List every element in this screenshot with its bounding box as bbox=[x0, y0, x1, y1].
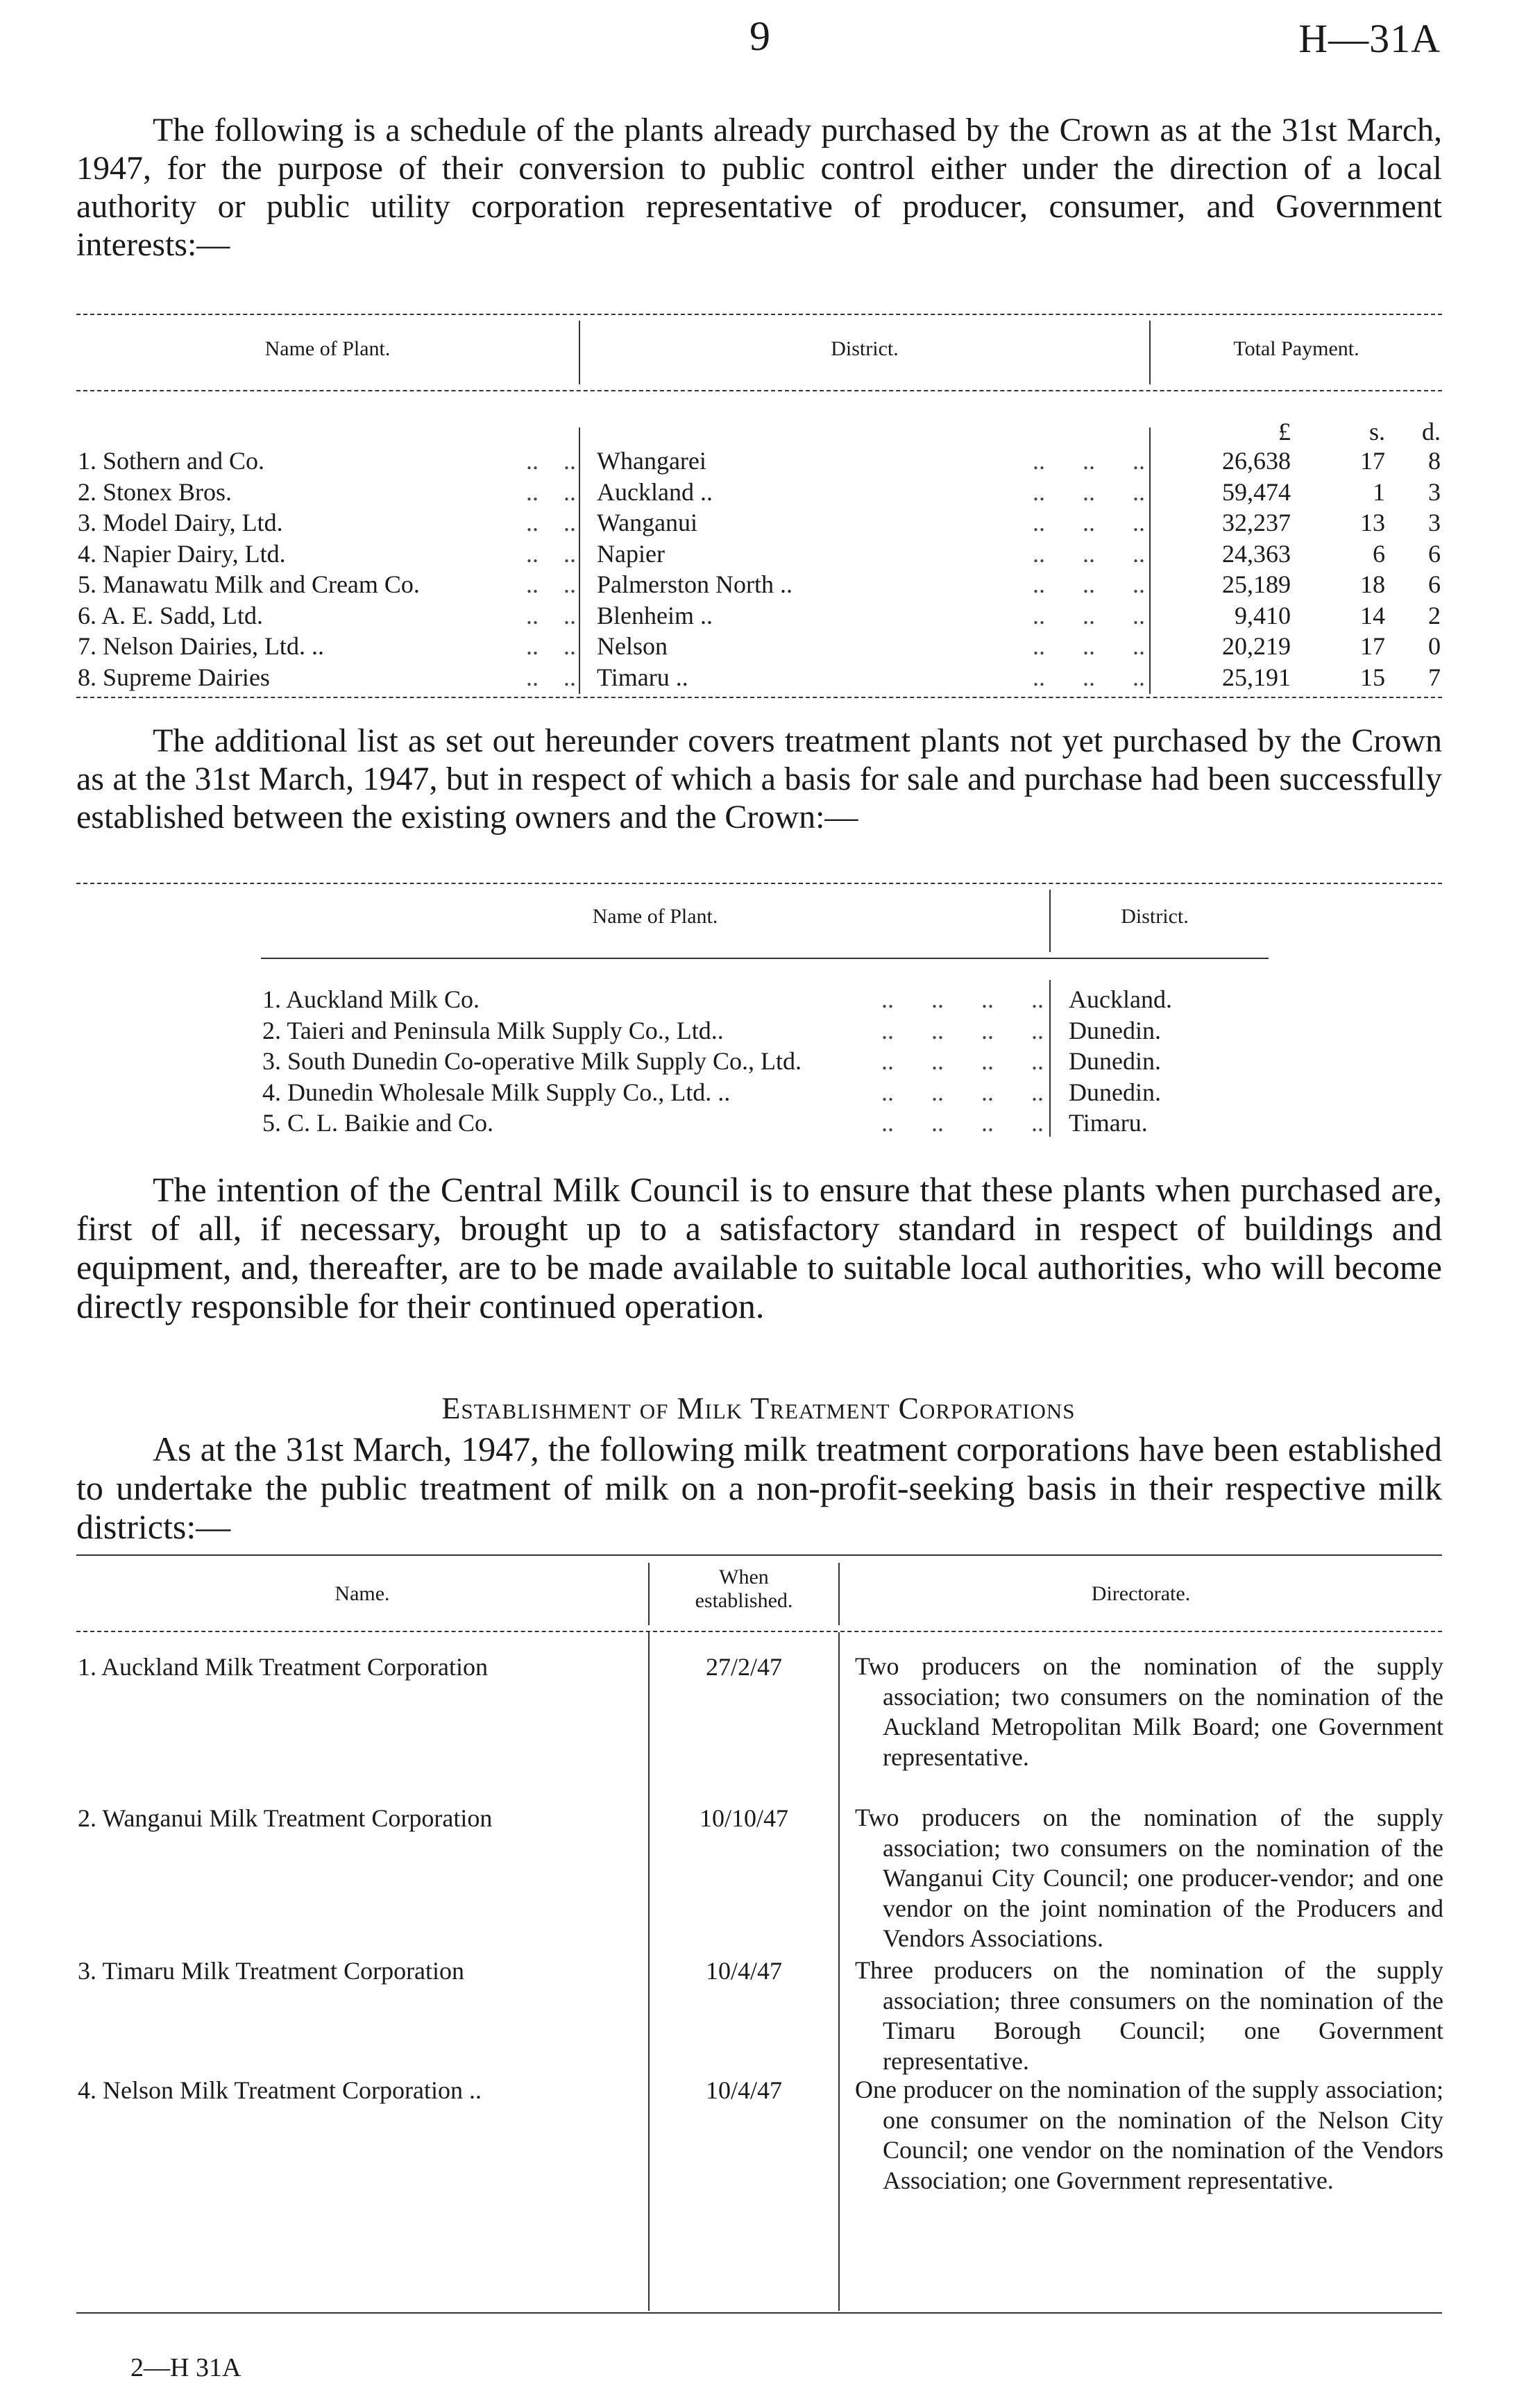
district: Dunedin. bbox=[1069, 1078, 1161, 1106]
plant-name: 1. Auckland Milk Co. bbox=[262, 984, 485, 1015]
header-district: District. bbox=[1121, 905, 1189, 928]
amount-pounds: 25,191 bbox=[1222, 663, 1291, 691]
dot-leader: .. .. .. bbox=[1033, 447, 1145, 475]
column-divider bbox=[1049, 980, 1051, 1137]
amount-shillings: 15 bbox=[1360, 663, 1385, 691]
amount-pence: 6 bbox=[1428, 539, 1441, 568]
plant-name: 1. Sothern and Co. bbox=[78, 446, 270, 476]
amount-pounds: 59,474 bbox=[1222, 477, 1291, 506]
district: Dunedin. bbox=[1069, 1016, 1161, 1044]
district: Auckland. bbox=[1069, 985, 1172, 1013]
plant-name: 2. Taieri and Peninsula Milk Supply Co., Ltd.. bbox=[262, 1015, 729, 1046]
amount-pounds: 24,363 bbox=[1222, 539, 1291, 568]
header-directorate: Directorate. bbox=[1091, 1582, 1191, 1605]
amount-pence: 8 bbox=[1428, 447, 1441, 475]
amount-shillings: 1 bbox=[1373, 477, 1385, 506]
directorate: One producer on the nomination of the supply association; one consumer on the nomination of the Nelson City Council; one vendor on the nomination of the Vendors Association; one Government representative. bbox=[855, 2076, 1443, 2194]
corporation-name: 3. Timaru Milk Treatment Corporation bbox=[78, 1957, 465, 1985]
unit-pence: d. bbox=[1422, 418, 1441, 446]
district: Dunedin. bbox=[1069, 1047, 1161, 1075]
district: Whangarei bbox=[597, 446, 712, 476]
header-bottom-rule bbox=[76, 390, 1442, 391]
plant-name: 6. A. E. Sadd, Ltd. bbox=[78, 600, 269, 631]
corporation-name: 2. Wanganui Milk Treatment Corporation bbox=[78, 1804, 493, 1832]
header-name: Name. bbox=[334, 1582, 390, 1605]
section-heading: Establishment of Milk Treatment Corporations bbox=[441, 1391, 1076, 1425]
plant-name: 3. South Dunedin Co-operative Milk Supply Co., Ltd. bbox=[262, 1046, 807, 1076]
column-divider bbox=[579, 427, 580, 694]
plant-name: 2. Stonex Bros. bbox=[78, 477, 237, 507]
dot-leader: .. .. bbox=[526, 509, 576, 536]
plant-name: 4. Napier Dairy, Ltd. bbox=[78, 539, 291, 569]
amount-shillings: 17 bbox=[1360, 632, 1385, 660]
amount-shillings: 14 bbox=[1360, 601, 1385, 629]
dot-leader: .. .. .. .. bbox=[881, 985, 1044, 1013]
plant-name: 7. Nelson Dairies, Ltd. .. bbox=[78, 631, 330, 661]
dot-leader: .. .. bbox=[526, 539, 576, 568]
header-name-of-plant: Name of Plant. bbox=[592, 905, 718, 928]
amount-pounds: 26,638 bbox=[1222, 447, 1291, 475]
amount-shillings: 17 bbox=[1360, 447, 1385, 475]
corporation-name: 4. Nelson Milk Treatment Corporation .. bbox=[78, 2076, 482, 2104]
date-established: 10/4/47 bbox=[705, 1957, 782, 1985]
header-name-of-plant: Name of Plant. bbox=[264, 337, 391, 360]
dot-leader: .. .. .. .. bbox=[881, 1047, 1044, 1075]
header-bottom-rule bbox=[261, 958, 1269, 959]
amount-shillings: 6 bbox=[1373, 539, 1385, 568]
amount-pounds: 32,237 bbox=[1222, 509, 1291, 536]
plant-name: 5. Manawatu Milk and Cream Co. bbox=[78, 569, 425, 600]
table-bottom-rule bbox=[76, 697, 1442, 698]
amount-pence: 2 bbox=[1428, 601, 1441, 629]
amount-pence: 3 bbox=[1428, 477, 1441, 506]
amount-pence: 0 bbox=[1428, 632, 1441, 660]
dot-leader: .. .. .. bbox=[1033, 570, 1145, 598]
district: Timaru .. bbox=[597, 662, 694, 693]
dot-leader: .. .. bbox=[526, 601, 576, 629]
dot-leader: .. .. .. bbox=[1033, 601, 1145, 629]
header-when-line2: established. bbox=[695, 1589, 793, 1612]
dot-leader: .. .. .. .. bbox=[881, 1109, 1044, 1137]
corporation-name: 1. Auckland Milk Treatment Corporation bbox=[78, 1653, 488, 1681]
table-top-rule bbox=[76, 883, 1442, 884]
unit-pounds: £ bbox=[1278, 418, 1291, 446]
plant-name: 5. C. L. Baikie and Co. bbox=[262, 1108, 499, 1138]
dot-leader: .. .. .. .. bbox=[881, 1016, 1044, 1044]
date-established: 10/10/47 bbox=[699, 1804, 788, 1832]
plant-name: 4. Dunedin Wholesale Milk Supply Co., Ltd. .. bbox=[262, 1077, 736, 1108]
plant-name: 3. Model Dairy, Ltd. bbox=[78, 507, 289, 538]
amount-pence: 6 bbox=[1428, 570, 1441, 598]
header-bottom-rule bbox=[76, 1631, 1442, 1632]
amount-pounds: 9,410 bbox=[1235, 601, 1291, 629]
district: Palmerston North .. bbox=[597, 569, 798, 600]
date-established: 10/4/47 bbox=[705, 2076, 782, 2104]
dot-leader: .. .. .. bbox=[1033, 539, 1145, 568]
district: Napier bbox=[597, 539, 670, 569]
dot-leader: .. .. bbox=[526, 477, 576, 506]
amount-pence: 7 bbox=[1428, 663, 1441, 691]
dot-leader: .. .. bbox=[526, 570, 576, 598]
column-divider bbox=[838, 1632, 840, 2311]
dot-leader: .. .. bbox=[526, 447, 576, 475]
amount-pounds: 25,189 bbox=[1222, 570, 1291, 598]
dot-leader: .. .. .. .. bbox=[881, 1078, 1044, 1106]
corporations-paragraph: As at the 31st March, 1947, the following milk treatment corporations have been established to undertake the public treatment of milk on a non-profit-seeking basis in their respective milk districts:— bbox=[76, 1430, 1442, 1546]
footer-signature: 2—H 31A bbox=[130, 2353, 241, 2382]
amount-pounds: 20,219 bbox=[1222, 632, 1291, 660]
table-top-rule bbox=[76, 314, 1442, 315]
district: Nelson bbox=[597, 631, 673, 661]
unit-shillings: s. bbox=[1368, 418, 1385, 446]
plant-name: 8. Supreme Dairies bbox=[78, 662, 276, 693]
directorate: Three producers on the nomination of the supply association; three consumers on the nomination of the Timaru Borough Council; one Government representative. bbox=[855, 1956, 1443, 2075]
table-top-rule bbox=[76, 1554, 1442, 1556]
amount-shillings: 18 bbox=[1360, 570, 1385, 598]
dot-leader: .. .. .. bbox=[1033, 509, 1145, 536]
dot-leader: .. .. bbox=[526, 632, 576, 660]
district: Blenheim .. bbox=[597, 600, 718, 631]
dot-leader: .. .. .. bbox=[1033, 663, 1145, 691]
intro-paragraph: The following is a schedule of the plants already purchased by the Crown as at the 31st March, 1947, for the purpose of their conversion to public control either under the direction of a local authority or public utility corporation representative of producer, consumer, and Government interests:— bbox=[76, 112, 1442, 263]
district: Auckland .. bbox=[597, 477, 718, 507]
header-when-established bbox=[650, 1566, 838, 1613]
district: Timaru. bbox=[1069, 1109, 1148, 1137]
additional-paragraph: The additional list as set out hereunder covers treatment plants not yet purchased by the Crown as at the 31st March, 1947, but in respect of which a basis for sale and purchase had been successfully established between the existing owners and the Crown:— bbox=[76, 722, 1442, 836]
amount-shillings: 13 bbox=[1360, 509, 1385, 536]
page-number: 9 bbox=[749, 13, 770, 59]
date-established: 27/2/47 bbox=[705, 1653, 782, 1681]
directorate: Two producers on the nomination of the supply association; two consumers on the nomination of the Auckland Metropolitan Milk Board; one Government representative. bbox=[855, 1652, 1443, 1771]
table-bottom-rule bbox=[76, 2312, 1442, 2314]
header-district: District. bbox=[831, 337, 899, 360]
document-code: H—31A bbox=[1298, 16, 1441, 61]
header-total-payment: Total Payment. bbox=[1233, 337, 1359, 360]
dot-leader: .. .. .. bbox=[1033, 632, 1145, 660]
dot-leader: .. .. bbox=[526, 663, 576, 691]
district: Wanganui bbox=[597, 507, 703, 538]
header-when-line1: When bbox=[719, 1566, 769, 1588]
amount-pence: 3 bbox=[1428, 509, 1441, 536]
column-divider bbox=[1149, 427, 1151, 694]
directorate: Two producers on the nomination of the supply association; two consumers on the nomination of the Wanganui City Council; one producer-vendor; and one vendor on the joint nomination of the Producers and Vendors Associations. bbox=[855, 1804, 1443, 1952]
dot-leader: .. .. .. bbox=[1033, 477, 1145, 506]
intention-paragraph: The intention of the Central Milk Council is to ensure that these plants when purchased are, first of all, if necessary, brought up to a satisfactory standard in respect of buildings and equipment, and, thereafter, are to be made available to suitable local authorities, who will become directly responsible for their continued operation. bbox=[76, 1170, 1442, 1325]
